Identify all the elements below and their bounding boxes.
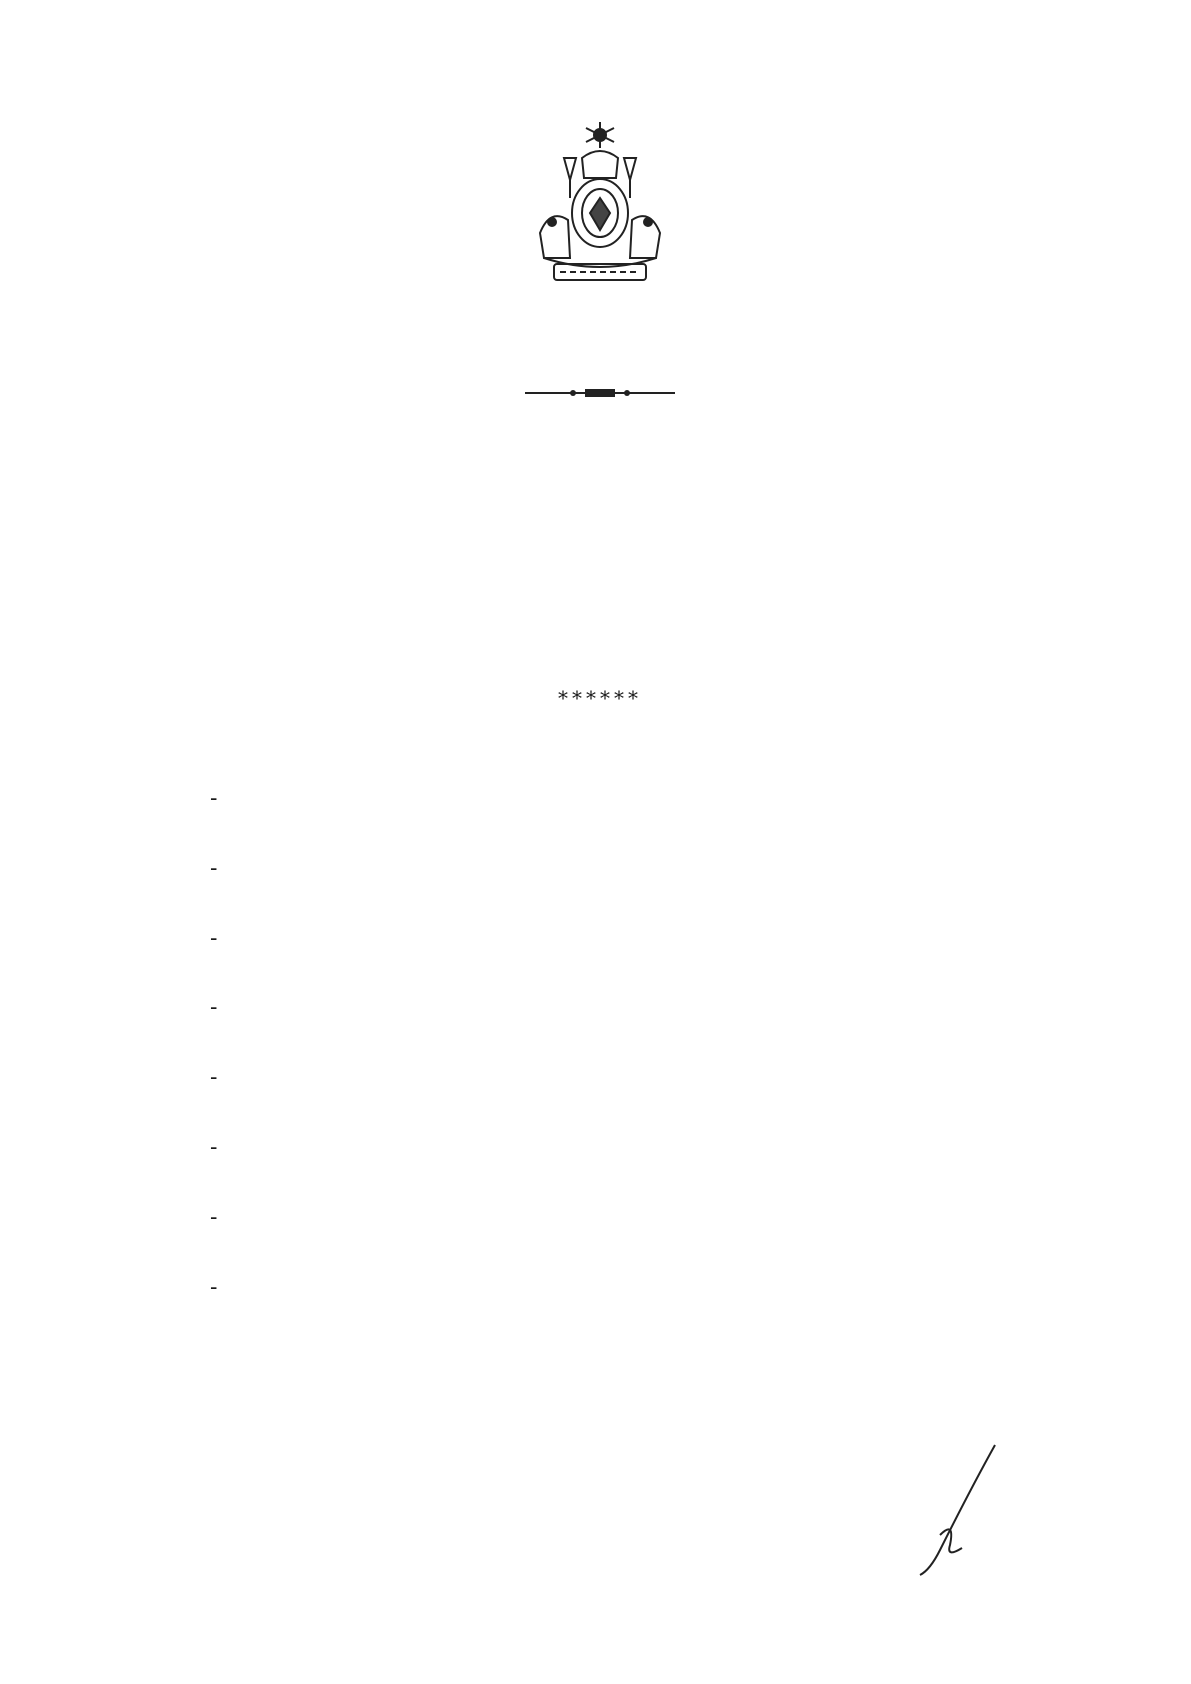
decree-about-heading [140,538,1060,572]
star-divider: ****** [558,686,642,710]
decree-title-block [140,488,1060,766]
kingdom-name [380,300,820,338]
list-dash: - [210,1065,218,1091]
consideration-text [238,1267,1010,1309]
ornamental-divider-icon [525,388,675,398]
decree-type-heading [140,488,1060,524]
issuing-authority-name [70,392,430,426]
consideration-item [210,778,1010,820]
handwritten-signature-mark [900,1440,1010,1580]
consideration-item [210,1057,1010,1099]
list-dash: - [210,1274,218,1300]
consideration-text [238,918,1010,960]
consideration-item [210,848,1010,890]
decree-subject-line-2 [140,626,1060,660]
list-dash: - [210,786,218,811]
considerations-list [210,778,1010,1336]
consideration-item [210,918,1010,960]
list-dash: - [210,1134,218,1160]
consideration-item [210,1127,1010,1169]
national-motto [380,344,820,380]
government-heading [140,732,1060,766]
decree-subject-line-1 [140,586,1060,620]
consideration-text [238,1127,1010,1169]
consideration-text [238,1197,1010,1239]
consideration-item [210,1197,1010,1239]
consideration-text [238,848,1010,890]
consideration-text [238,987,1010,1029]
consideration-item [210,1267,1010,1309]
list-dash: - [210,855,218,881]
list-dash: - [210,1204,218,1230]
document-number [70,436,430,470]
royal-coat-of-arms-icon [530,118,670,288]
consideration-text [238,778,1010,820]
consideration-text [238,1057,1010,1099]
issuing-authority-block [70,392,430,470]
list-dash: - [210,995,218,1021]
list-dash: - [210,925,218,951]
consideration-item [210,987,1010,1029]
kingdom-title-block [380,300,820,402]
